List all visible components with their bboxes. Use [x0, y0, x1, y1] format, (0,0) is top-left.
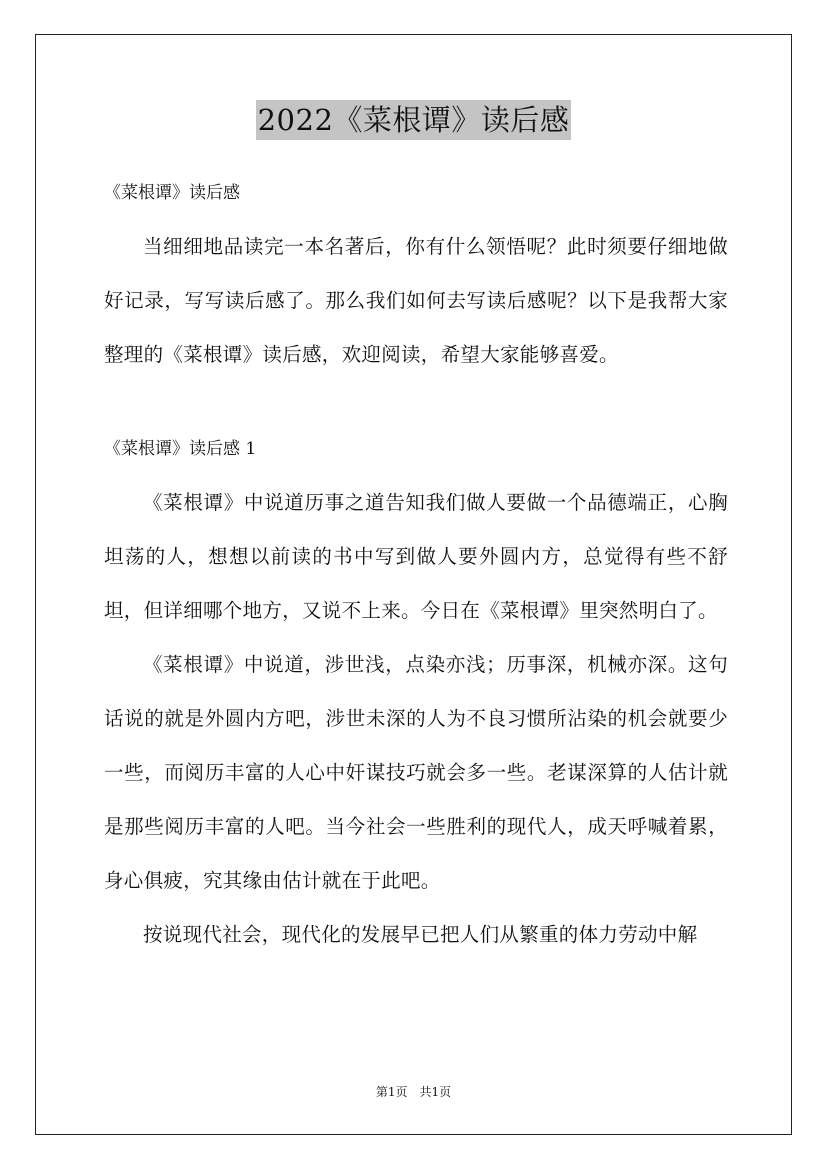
intro-heading: 《菜根谭》读后感 [104, 183, 240, 203]
title-container [0, 100, 827, 140]
body-paragraph-3: 按说现代社会，现代化的发展早已把人们从繁重的体力劳动中解 [143, 923, 698, 946]
section-heading: 《菜根谭》读后感 1 [104, 439, 257, 459]
body-paragraph-1: 《菜根谭》中说道历事之道告知我们做人要做一个品德端正，心胸坦荡的人，想想以前读的书中写到做人要外圆内方，总觉得有些不舒坦，但详细哪个地方，又说不上来。今日在《菜根谭》里突然明白了。 [104, 491, 728, 622]
page-footer [0, 1083, 827, 1101]
page-number-label: 第1页 共1页 [375, 1085, 452, 1099]
body-paragraph-2: 《菜根谭》中说道，涉世浅，点染亦浅；历事深，机械亦深。这句话说的就是外圆内方吧，涉世未深的人为不良习惯所沾染的机会就要少一些，而阅历丰富的人心中奸谋技巧就会多一些。老谋深算的人估计就是那些阅历丰富的人吧。当今社会一些胜利的现代人，成天呼喊着累，身心俱疲，究其缘由估计就在于此吧。 [104, 653, 728, 892]
document-title: 2022《菜根谭》读后感 [256, 100, 572, 140]
intro-paragraph: 当细细地品读完一本名著后，你有什么领悟呢？此时须要仔细地做好记录，写写读后感了。那么我们如何去写读后感呢？以下是我帮大家整理的《菜根谭》读后感，欢迎阅读，希望大家能够喜爱。 [104, 235, 728, 366]
document-body [104, 174, 728, 962]
